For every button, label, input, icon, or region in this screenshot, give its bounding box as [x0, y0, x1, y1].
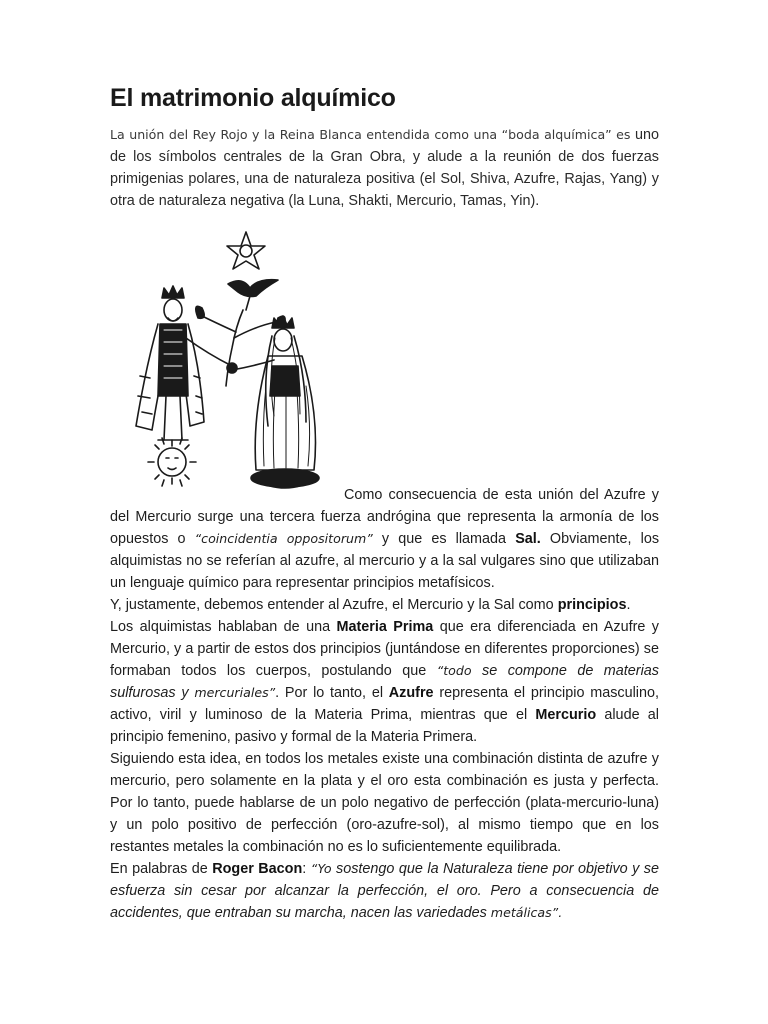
article-body: [110, 484, 659, 924]
p5-quote-b: sostengo que la Naturaleza tiene por objetivo y se esfuerza sin cesar por alcanzar la perfección, el oro. Pero a consecuencia de accidentes, que entraban su marcha, nacen las variedades: [110, 861, 659, 921]
p3-text-5: alude al principio femenino, pasivo y formal de la Materia Primera.: [110, 707, 659, 745]
intro-lead: La unión del Rey Rojo y la Reina Blanca entendida como una “boda alquímica” es: [110, 127, 631, 142]
illustration-float-spacer: [110, 484, 344, 506]
paragraph-roger-bacon: [110, 858, 659, 924]
p3-text-2: que era diferenciada en Azufre y Mercurio, y a partir de estos dos principios (juntándose en diferentes proporciones) se formaban todos los cuerpos, postulando que: [110, 619, 660, 679]
p3-quote-b: se compone de materias sulfurosas y: [110, 663, 659, 701]
p5-bold-roger-bacon: Roger Bacon: [212, 861, 303, 877]
p1-text-3: Obviamente, los alquimistas no se referían al azufre, al mercurio y a la sal vulgares sino que utilizaban un lenguaje químico para representar principios metafísicos.: [110, 531, 660, 591]
p3-quote-c: mercuriales”: [194, 685, 276, 700]
alchemical-wedding-engraving-icon: [128, 226, 344, 502]
p2-text-2: .: [626, 597, 631, 613]
paragraph-metales: [110, 748, 659, 858]
p1-text-1: Como consecuencia de esta unión del Azufre y del Mercurio surge una tercera fuerza andrógina que representa la armonía de los opuestos o: [110, 487, 659, 547]
p1-text-2: y que es llamada: [372, 531, 516, 547]
p3-bold-azufre: Azufre: [388, 685, 434, 701]
p3-bold-mercurio: Mercurio: [535, 707, 597, 723]
p5-text-1: En palabras de: [110, 861, 213, 877]
p2-bold-principios: principios: [557, 597, 627, 613]
p2-text-1: Y, justamente, debemos entender al Azufre, el Mercurio y la Sal como: [110, 597, 558, 613]
p3-text-4: representa el principio masculino, activo, viril y luminoso de la Materia Prima, mientras que el: [110, 685, 659, 723]
p3-text-3: . Por lo tanto, el: [275, 685, 389, 701]
p3-text-1: Los alquimistas hablaban de una: [110, 619, 337, 635]
p5-quote-a: “Yo: [310, 861, 332, 876]
p1-bold-sal: Sal.: [515, 531, 541, 547]
p4-text-1: Siguiendo esta idea, en todos los metales existe una combinación distinta de azufre y mercurio, pero solamente en la plata y el oro esta combinación es justa y perfecta. Por lo tanto, puede hablarse de un polo negativo de perfección (plata-mercurio-luna) y un polo positivo de perfección (oro-azufre-sol), al mismo tiempo que en los restantes metales la combinación no es lo suficientemente equilibrada.: [110, 751, 659, 855]
p5-text-2: :: [302, 861, 311, 877]
p3-quote-a: “todo: [436, 663, 472, 678]
paragraph-materia-prima: [110, 616, 659, 748]
article-title: El matrimonio alquímico: [110, 84, 396, 112]
alchemical-wedding-illustration: [128, 226, 344, 502]
intro-paragraph: [110, 124, 659, 212]
p5-quote-c: metálicas”.: [490, 905, 563, 920]
intro-rest: uno de los símbolos centrales de la Gran Obra, y alude a la reunión de dos fuerzas primigenias polares, una de naturaleza positiva (el Sol, Shiva, Azufre, Rajas, Yang) y otra de naturaleza negativa (la Luna, Shakti, Mercurio, Tamas, Yin).: [110, 127, 660, 209]
p3-bold-materia-prima: Materia Prima: [336, 619, 434, 635]
p1-quote: “coincidentia oppositorum”: [194, 531, 373, 546]
paragraph-principios: [110, 594, 659, 616]
